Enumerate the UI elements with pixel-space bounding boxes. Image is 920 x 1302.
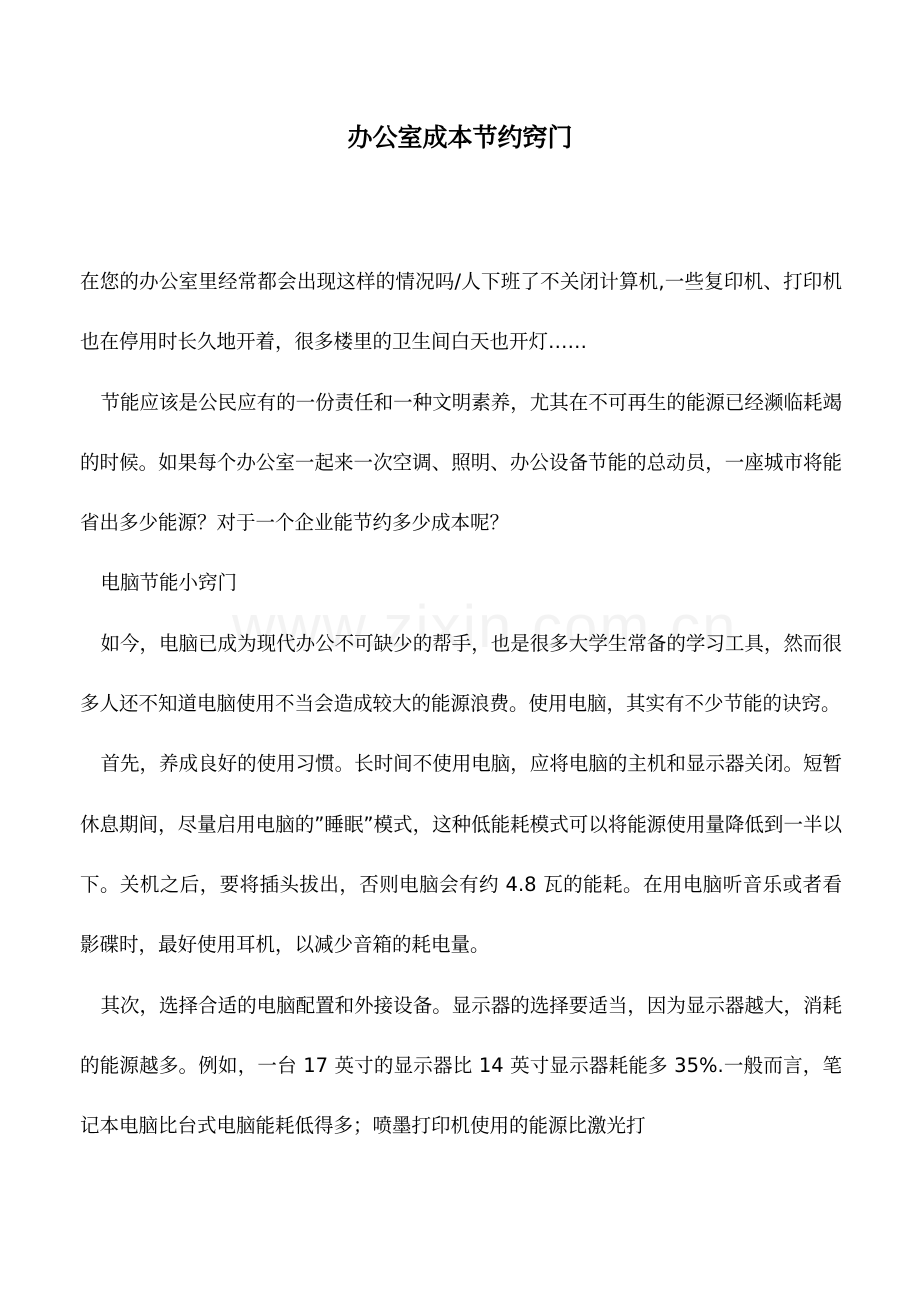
document-body: [80, 252, 842, 1156]
paragraph-usage-habits: 首先，养成良好的使用习惯。长时间不使用电脑，应将电脑的主机和显示器关闭。短暂休息期间，尽量启用电脑的”睡眠”模式，这种低能耗模式可以将能源使用量降低到一半以下。关机之后，要将插头拔出，否则电脑会有约 4.8 瓦的能耗。在用电脑听音乐或者看影碟时，最好使用耳机，以减少音箱的耗电量。: [80, 752, 842, 957]
section-heading-computer-tips: 电脑节能小窍门: [100, 571, 237, 595]
paragraph-intro: 在您的办公室里经常都会出现这样的情况吗/人下班了不关闭计算机,一些复印机、打印机也在停用时长久地开着，很多楼里的卫生间白天也开灯……: [80, 270, 842, 354]
paragraph-computer-intro: 如今，电脑已成为现代办公不可缺少的帮手，也是很多大学生常备的学习工具，然而很多人还不知道电脑使用不当会造成较大的能源浪费。使用电脑，其实有不少节能的诀窍。: [80, 631, 842, 716]
paragraph-energy-responsibility: 节能应该是公民应有的一份责任和一种文明素养，尤其在不可再生的能源已经濒临耗竭的时候。如果每个办公室一起来一次空调、照明、办公设备节能的总动员，一座城市将能省出多少能源？对于一个企业能节约多少成本呢？: [80, 390, 842, 535]
document-title: 办公室成本节约窍门: [347, 123, 573, 152]
paragraph-configuration: 其次，选择合适的电脑配置和外接设备。显示器的选择要适当，因为显示器越大，消耗的能源越多。例如，一台 17 英寸的显示器比 14 英寸显示器耗能多 35%.一般而言，笔记本电脑比台式电脑能耗低得多；喷墨打印机使用的能源比激光打: [80, 993, 842, 1138]
